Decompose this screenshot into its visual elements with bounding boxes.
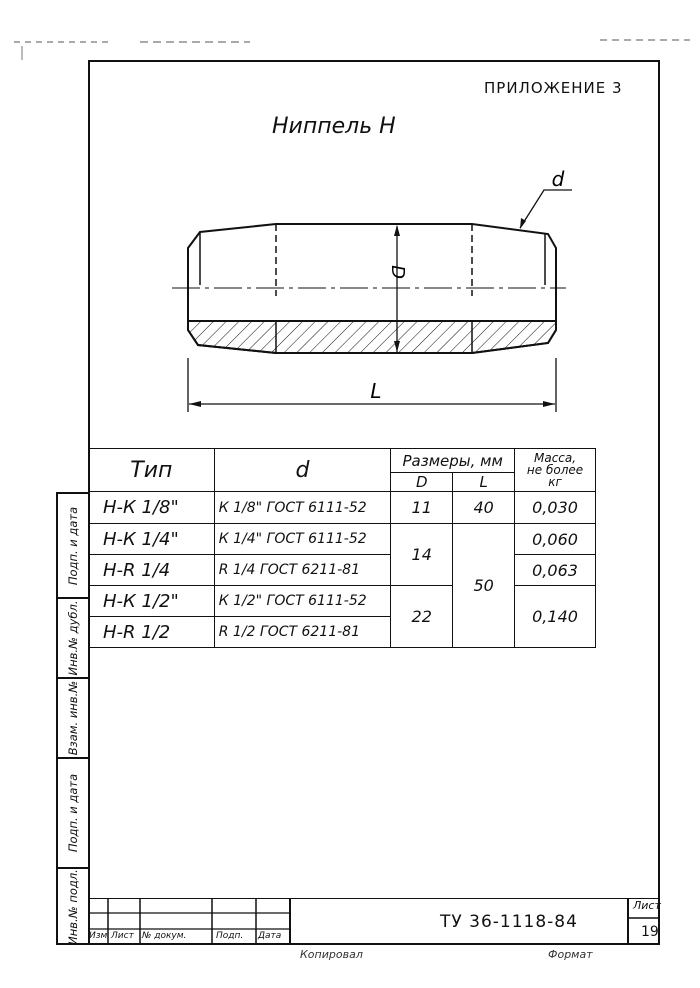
leader-d xyxy=(520,190,572,228)
col-header-dimensions: Размеры, мм xyxy=(391,449,515,473)
col-header-mass xyxy=(515,449,596,492)
col-header-d: d xyxy=(214,449,391,492)
sheet-number: 19 xyxy=(641,924,659,940)
appendix-label: ПРИЛОЖЕНИЕ 3 xyxy=(484,79,623,97)
side-stamp-cell xyxy=(58,599,88,679)
table-cell-mass: 0,060 xyxy=(515,524,596,555)
spec-table xyxy=(88,448,596,648)
tb-col-sign: Подп. xyxy=(216,931,244,941)
side-stamp-label: Инв.№ подл. xyxy=(66,869,80,945)
table-cell-mass: 0,140 xyxy=(515,586,596,648)
nipple-drawing xyxy=(0,0,700,440)
side-stamp-label: Подп. и дата xyxy=(66,773,80,853)
mass-header-line: кг xyxy=(548,475,562,489)
table-cell-type: Н-К 1/4" xyxy=(89,524,215,555)
table-cell-d: R 1/4 ГОСТ 6211-81 xyxy=(214,555,391,586)
section-hatch xyxy=(188,321,556,353)
copied-by-label: Копировал xyxy=(300,948,363,961)
side-stamp-label: Подп. и дата xyxy=(66,506,80,585)
table-cell-L: 50 xyxy=(453,524,515,648)
mass-header-line: Масса, xyxy=(534,451,577,465)
tb-col-list: Лист xyxy=(111,931,134,941)
table-cell-type: Н-К 1/8" xyxy=(89,492,215,524)
side-stamp-cell xyxy=(58,679,88,759)
table-cell-type: Н-К 1/2" xyxy=(89,586,215,617)
table-cell-d: R 1/2 ГОСТ 6211-81 xyxy=(214,617,391,648)
table-cell-mass: 0,030 xyxy=(515,492,596,524)
mass-header-line: не более xyxy=(526,463,584,477)
dimension-D-label: D xyxy=(387,265,408,279)
table-cell-D: 14 xyxy=(391,524,453,586)
table-cell-type: Н-R 1/4 xyxy=(89,555,215,586)
side-stamp-label: Взам. инв.№ xyxy=(66,680,80,756)
side-stamp xyxy=(56,492,88,945)
table-cell-type: Н-R 1/2 xyxy=(89,617,215,648)
tb-col-izm: Изм xyxy=(89,931,108,941)
side-stamp-label: Инв.№ дубл. xyxy=(66,600,80,676)
table-cell-D: 22 xyxy=(391,586,453,648)
table-cell-mass: 0,063 xyxy=(515,555,596,586)
table-cell-d: К 1/4" ГОСТ 6111-52 xyxy=(214,524,391,555)
page-title: Ниппель Н xyxy=(272,114,396,139)
side-stamp-cell xyxy=(58,494,88,599)
thread-d-label: d xyxy=(551,167,565,191)
format-label: Формат xyxy=(548,948,593,961)
col-header-L: L xyxy=(453,473,515,492)
side-stamp-cell xyxy=(58,759,88,869)
col-header-D: D xyxy=(391,473,453,492)
tb-col-doc: № докум. xyxy=(142,931,187,941)
dimension-L-label: L xyxy=(370,379,382,403)
tb-col-date: Дата xyxy=(258,931,282,941)
table-cell-d: К 1/2" ГОСТ 6111-52 xyxy=(214,586,391,617)
document-code: ТУ 36-1118-84 xyxy=(440,912,578,932)
table-cell-L: 40 xyxy=(453,492,515,524)
sheet-label: Лист xyxy=(633,899,661,912)
table-cell-D: 11 xyxy=(391,492,453,524)
table-cell-d: К 1/8" ГОСТ 6111-52 xyxy=(214,492,391,524)
side-stamp-cell xyxy=(58,869,88,945)
col-header-type: Тип xyxy=(89,449,215,492)
